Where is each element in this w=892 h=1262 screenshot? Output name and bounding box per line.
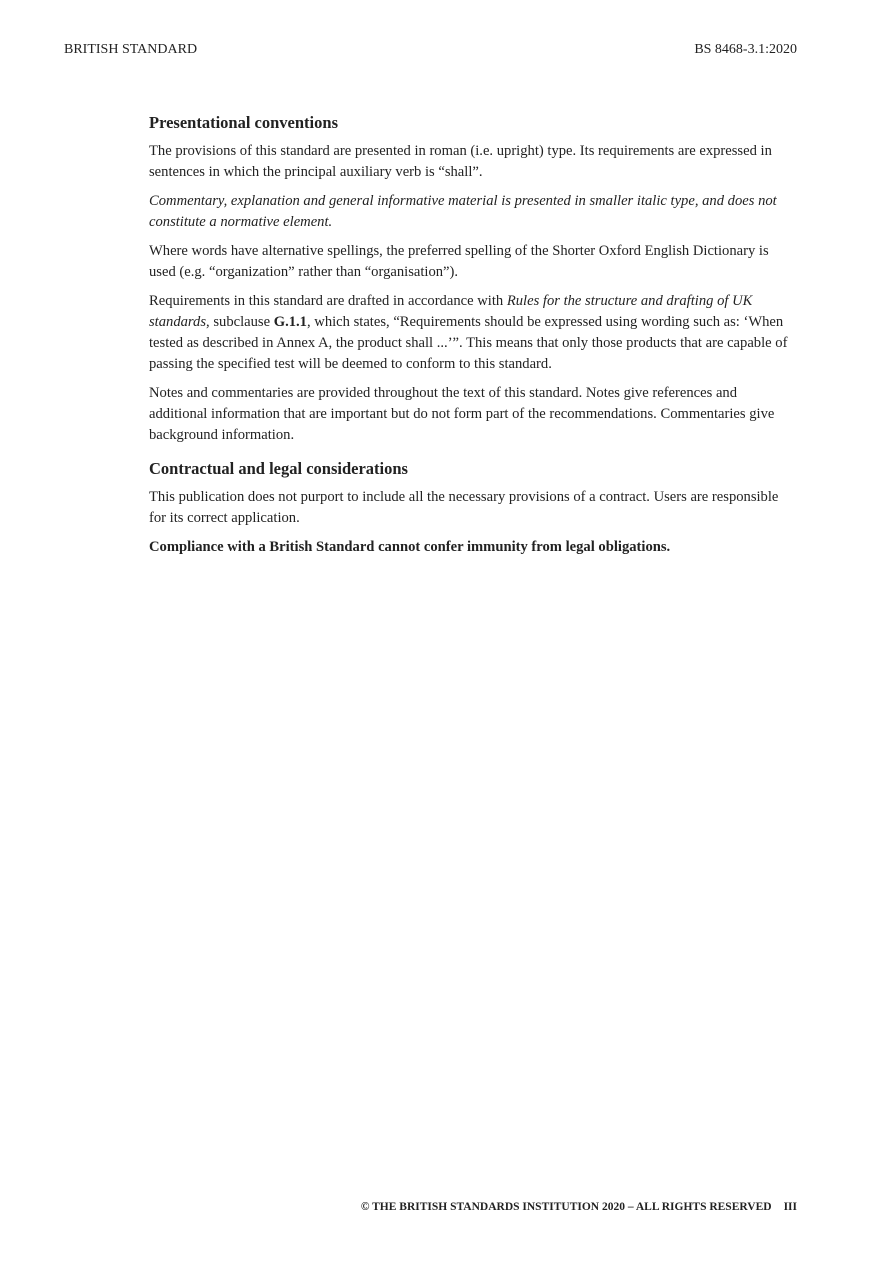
subclause-reference: G.1.1: [273, 314, 307, 330]
paragraph-contract-provisions: This publication does not purport to include all the necessary provisions of a contract. Users are responsible for its correct application.: [149, 489, 779, 526]
section-title-contractual-legal: Contractual and legal considerations: [149, 459, 408, 478]
requirements-text-c: , which states, “Requirements should be expressed using wording such as: ‘When tested as described in Annex A, the product shall ...’”. This means that only those products that are capable of passing the specified test will be deemed to conform to this standard.: [149, 314, 788, 372]
page-content: [149, 112, 794, 566]
paragraph-compliance: Compliance with a British Standard cannot confer immunity from legal obligations.: [149, 539, 671, 555]
paragraph-requirements-drafting: [149, 291, 794, 375]
rules-reference-title: Rules for the structure and drafting of UK standards: [149, 293, 753, 330]
paragraph-commentary: Commentary, explanation and general informative material is presented in smaller italic type, and does not constitute a normative element.: [149, 193, 777, 230]
page-footer: [361, 1201, 797, 1213]
header-standard-number: BS 8468-3.1:2020: [694, 42, 797, 57]
paragraph-provisions: The provisions of this standard are presented in roman (i.e. upright) type. Its requirements are expressed in sentences in which the principal auxiliary verb is “shall”.: [149, 143, 772, 180]
header-standard-label: BRITISH STANDARD: [64, 42, 198, 57]
requirements-text-b: , subclause: [206, 314, 274, 330]
section-title-presentational-conventions: Presentational conventions: [149, 113, 338, 132]
paragraph-spellings: Where words have alternative spellings, the preferred spelling of the Shorter Oxford English Dictionary is used (e.g. “organization” rather than “organisation”).: [149, 243, 769, 280]
footer-copyright: © THE BRITISH STANDARDS INSTITUTION 2020 – ALL RIGHTS RESERVED: [360, 1201, 772, 1213]
requirements-text-a: Requirements in this standard are drafted in accordance with: [149, 293, 507, 309]
footer-page-number: III: [783, 1201, 797, 1213]
paragraph-notes-commentaries: Notes and commentaries are provided throughout the text of this standard. Notes give references and additional information that are important but do not form part of the recommendations. Commentaries give background information.: [149, 385, 775, 443]
running-header: [64, 42, 797, 60]
